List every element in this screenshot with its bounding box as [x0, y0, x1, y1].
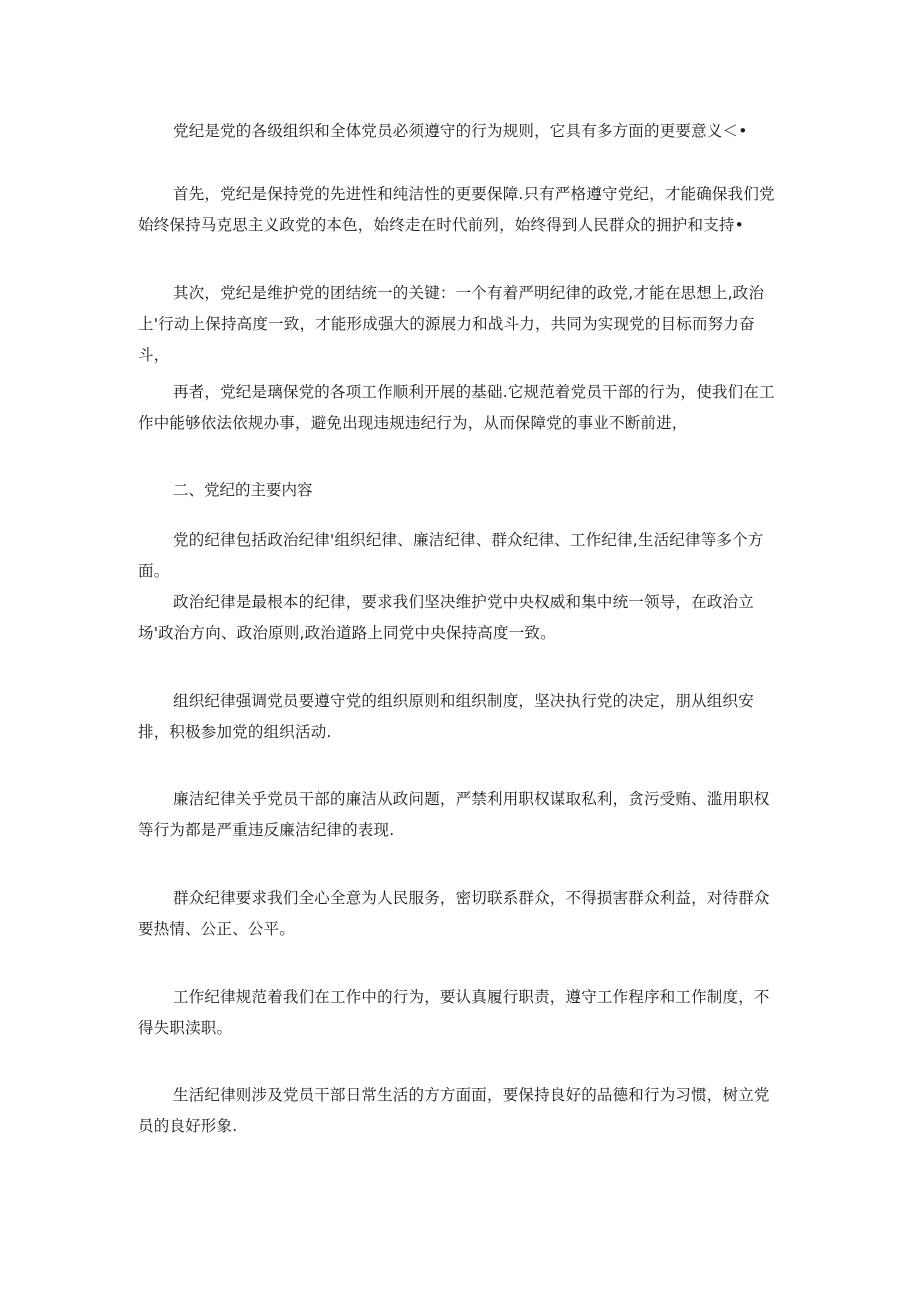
- paragraph-second: 其次，党纪是维护党的团结统一的关键：一个有着严明纪律的政党,才能在思想上,政治上'行动上保持高度一致，才能形成强大的源展力和战斗力，共同为实现党的目标而努力奋斗，: [138, 284, 765, 364]
- section-heading: 二、党纪的主要内容: [173, 481, 313, 499]
- paragraph-life-discipline: 生活纪律则涉及党员干部日常生活的方方面面，要保持良好的品德和行为习惯，树立党员的良好形象.: [138, 1086, 770, 1135]
- paragraph-third: 再者，党纪是璃保党的各项工作顺利开展的基础.它规范着党员干部的行为，使我们在工作中能够依法依规办事，避免出现违规违纪行为，从而保障党的事业不断前进，: [138, 383, 775, 432]
- paragraph-work-discipline: 工作纪律规范着我们在工作中的行为，要认真履行职责，遵守工作程序和工作制度，不得失职渎职。: [138, 988, 770, 1037]
- paragraph-discipline-overview: 党的纪律包括政治纪律'组织纪律、廉洁纪律、群众纪律、工作纪律,生活纪律等多个方面。: [138, 531, 764, 580]
- paragraph-integrity-discipline: 廉洁纪律关乎党员干部的廉洁从政问题，严禁利用职权谋取私利，贪污受贿、滥用职权等行为都是严重违反廉洁纪律的表现.: [138, 790, 770, 839]
- paragraph-intro: 党纪是党的各级组织和全体党员必须遵守的行为规则，它具有多方面的更要意义＜•: [173, 122, 748, 140]
- paragraph-first: 首先，党纪是保持党的先进性和纯洁性的更要保障.只有严格遵守党纪，才能确保我们党始终保持马克思主义政党的本色，始终走在时代前列，始终得到人民群众的拥护和支持•: [138, 185, 775, 234]
- paragraph-organizational-discipline: 组织纪律强调党员要遵守党的组织原则和组织制度，坚决执行党的决定，朋从组织安排，积极参加党的组织活动.: [138, 692, 754, 741]
- paragraph-political-discipline: 政治纪律是最根本的纪律，要求我们坚决维护党中央权威和集中统一领导，在政治立场'政治方向、政治原则,政治道路上同党中央保持高度一致。: [138, 593, 754, 642]
- paragraph-mass-discipline: 群众纪律要求我们全心全意为人民服务，密切联系群众，不得损害群众利益，对待群众要热情、公正、公平。: [138, 889, 770, 938]
